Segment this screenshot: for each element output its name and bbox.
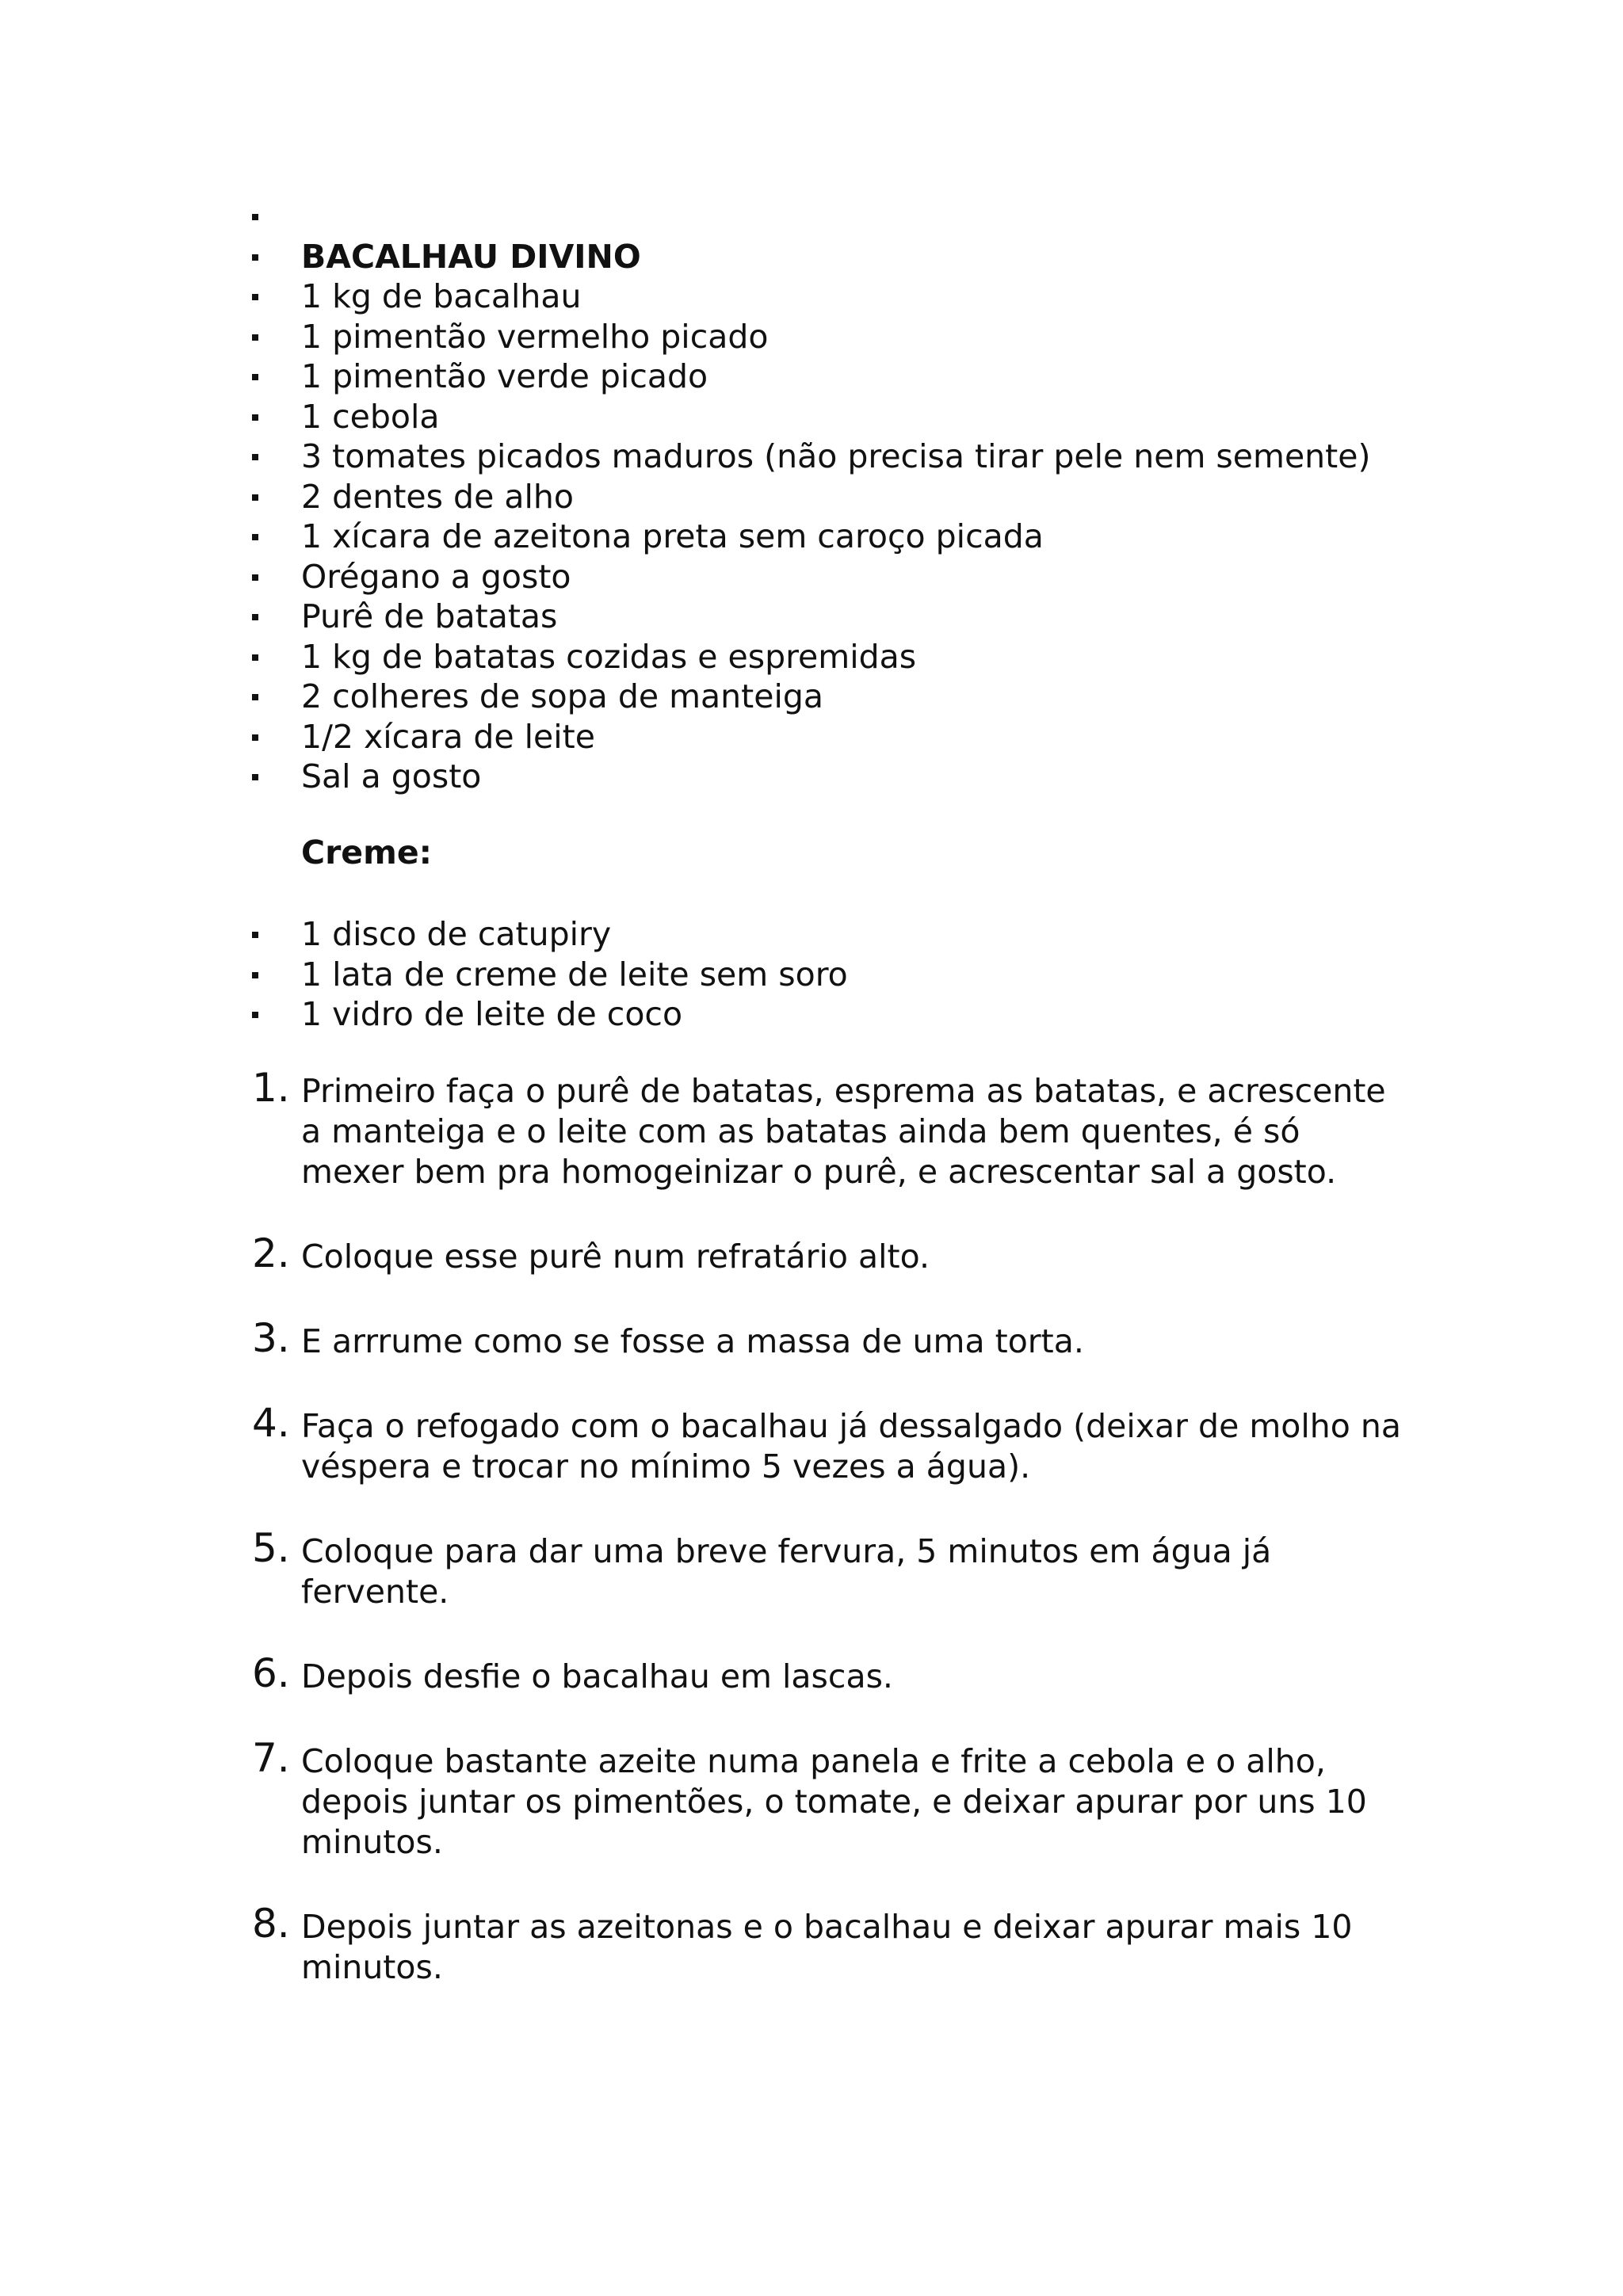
ingredient-text: 1 pimentão verde picado [301,357,708,395]
step-number: 6. [252,1650,290,1696]
step-number: 1. [252,1065,290,1111]
bullet-icon [252,334,258,341]
ingredient-text: Purê de batatas [301,597,558,635]
step-item [252,1400,1409,1487]
bullet-icon [252,734,258,741]
ingredient-text: 1 kg de batatas cozidas e espremidas [301,637,917,676]
recipe-title: BACALHAU DIVINO [301,237,641,276]
step-text: E arrrume como se fosse a massa de uma torta. [301,1322,1084,1360]
bullet-icon [252,654,258,661]
bullet-icon [252,294,258,300]
bullet-icon [252,694,258,700]
bullet-icon [252,774,258,780]
step-item [252,1901,1409,1988]
step-number: 2. [252,1230,290,1276]
step-number: 5. [252,1525,290,1571]
bullet-icon [252,1012,258,1018]
ingredient-text: 1 pimentão vermelho picado [301,317,769,356]
step-text: Depois juntar as azeitonas e o bacalhau e deixar apurar mais 10 minutos. [301,1908,1353,1986]
bullet-icon [252,494,258,501]
preparation-steps [252,1065,1409,1988]
ingredient-text: 2 colheres de sopa de manteiga [301,677,824,715]
bullet-icon [252,214,258,220]
step-item [252,1525,1409,1612]
ingredient-text: 1 cebola [301,397,440,436]
step-number: 4. [252,1400,290,1446]
bullet-icon [252,454,258,460]
step-text: Coloque esse purê num refratário alto. [301,1238,930,1276]
step-item [252,1735,1409,1863]
ingredient-text: 1 vidro de leite de coco [301,995,683,1033]
bullet-icon [252,574,258,581]
step-number: 3. [252,1315,290,1361]
step-number: 7. [252,1735,290,1781]
step-item [252,1650,1409,1697]
step-text: Coloque bastante azeite numa panela e frite a cebola e o alho, depois juntar os pimentões, o tomate, e deixar apurar por uns 10 minutos. [301,1742,1367,1861]
ingredient-text: 1 lata de creme de leite sem soro [301,955,848,994]
bullet-icon [252,614,258,620]
ingredient-text: 1/2 xícara de leite [301,717,595,756]
bullet-icon [252,374,258,380]
bullet-icon [252,534,258,540]
step-item [252,1230,1409,1277]
ingredient-text: 1 disco de catupiry [301,915,612,953]
step-text: Primeiro faça o purê de batatas, esprema as batatas, e acrescente a manteiga e o leite com as batatas ainda bem quentes, é só mexer bem pra homogeinizar o purê, e acrescentar sal a gosto. [301,1072,1386,1191]
ingredient-text: 1 kg de bacalhau [301,277,582,315]
step-text: Depois desfie o bacalhau em lascas. [301,1657,893,1695]
step-text: Faça o refogado com o bacalhau já dessalgado (deixar de molho na véspera e trocar no mínimo 5 vezes a água). [301,1407,1401,1486]
ingredient-text: 3 tomates picados maduros (não precisa tirar pele nem semente) [301,437,1371,475]
bullet-icon [252,932,258,938]
ingredient-text: 1 xícara de azeitona preta sem caroço picada [301,517,1044,555]
bullet-icon [252,414,258,421]
ingredient-text: 2 dentes de alho [301,477,574,516]
step-item [252,1315,1409,1362]
step-text: Coloque para dar uma breve fervura, 5 minutos em água já fervente. [301,1532,1272,1611]
bullet-icon [252,254,258,261]
step-number: 8. [252,1901,290,1947]
bullet-icon [252,972,258,978]
ingredient-text: Sal a gosto [301,757,482,795]
creme-heading: Creme: [301,833,433,871]
ingredient-text: Orégano a gosto [301,557,571,596]
step-item [252,1065,1409,1192]
